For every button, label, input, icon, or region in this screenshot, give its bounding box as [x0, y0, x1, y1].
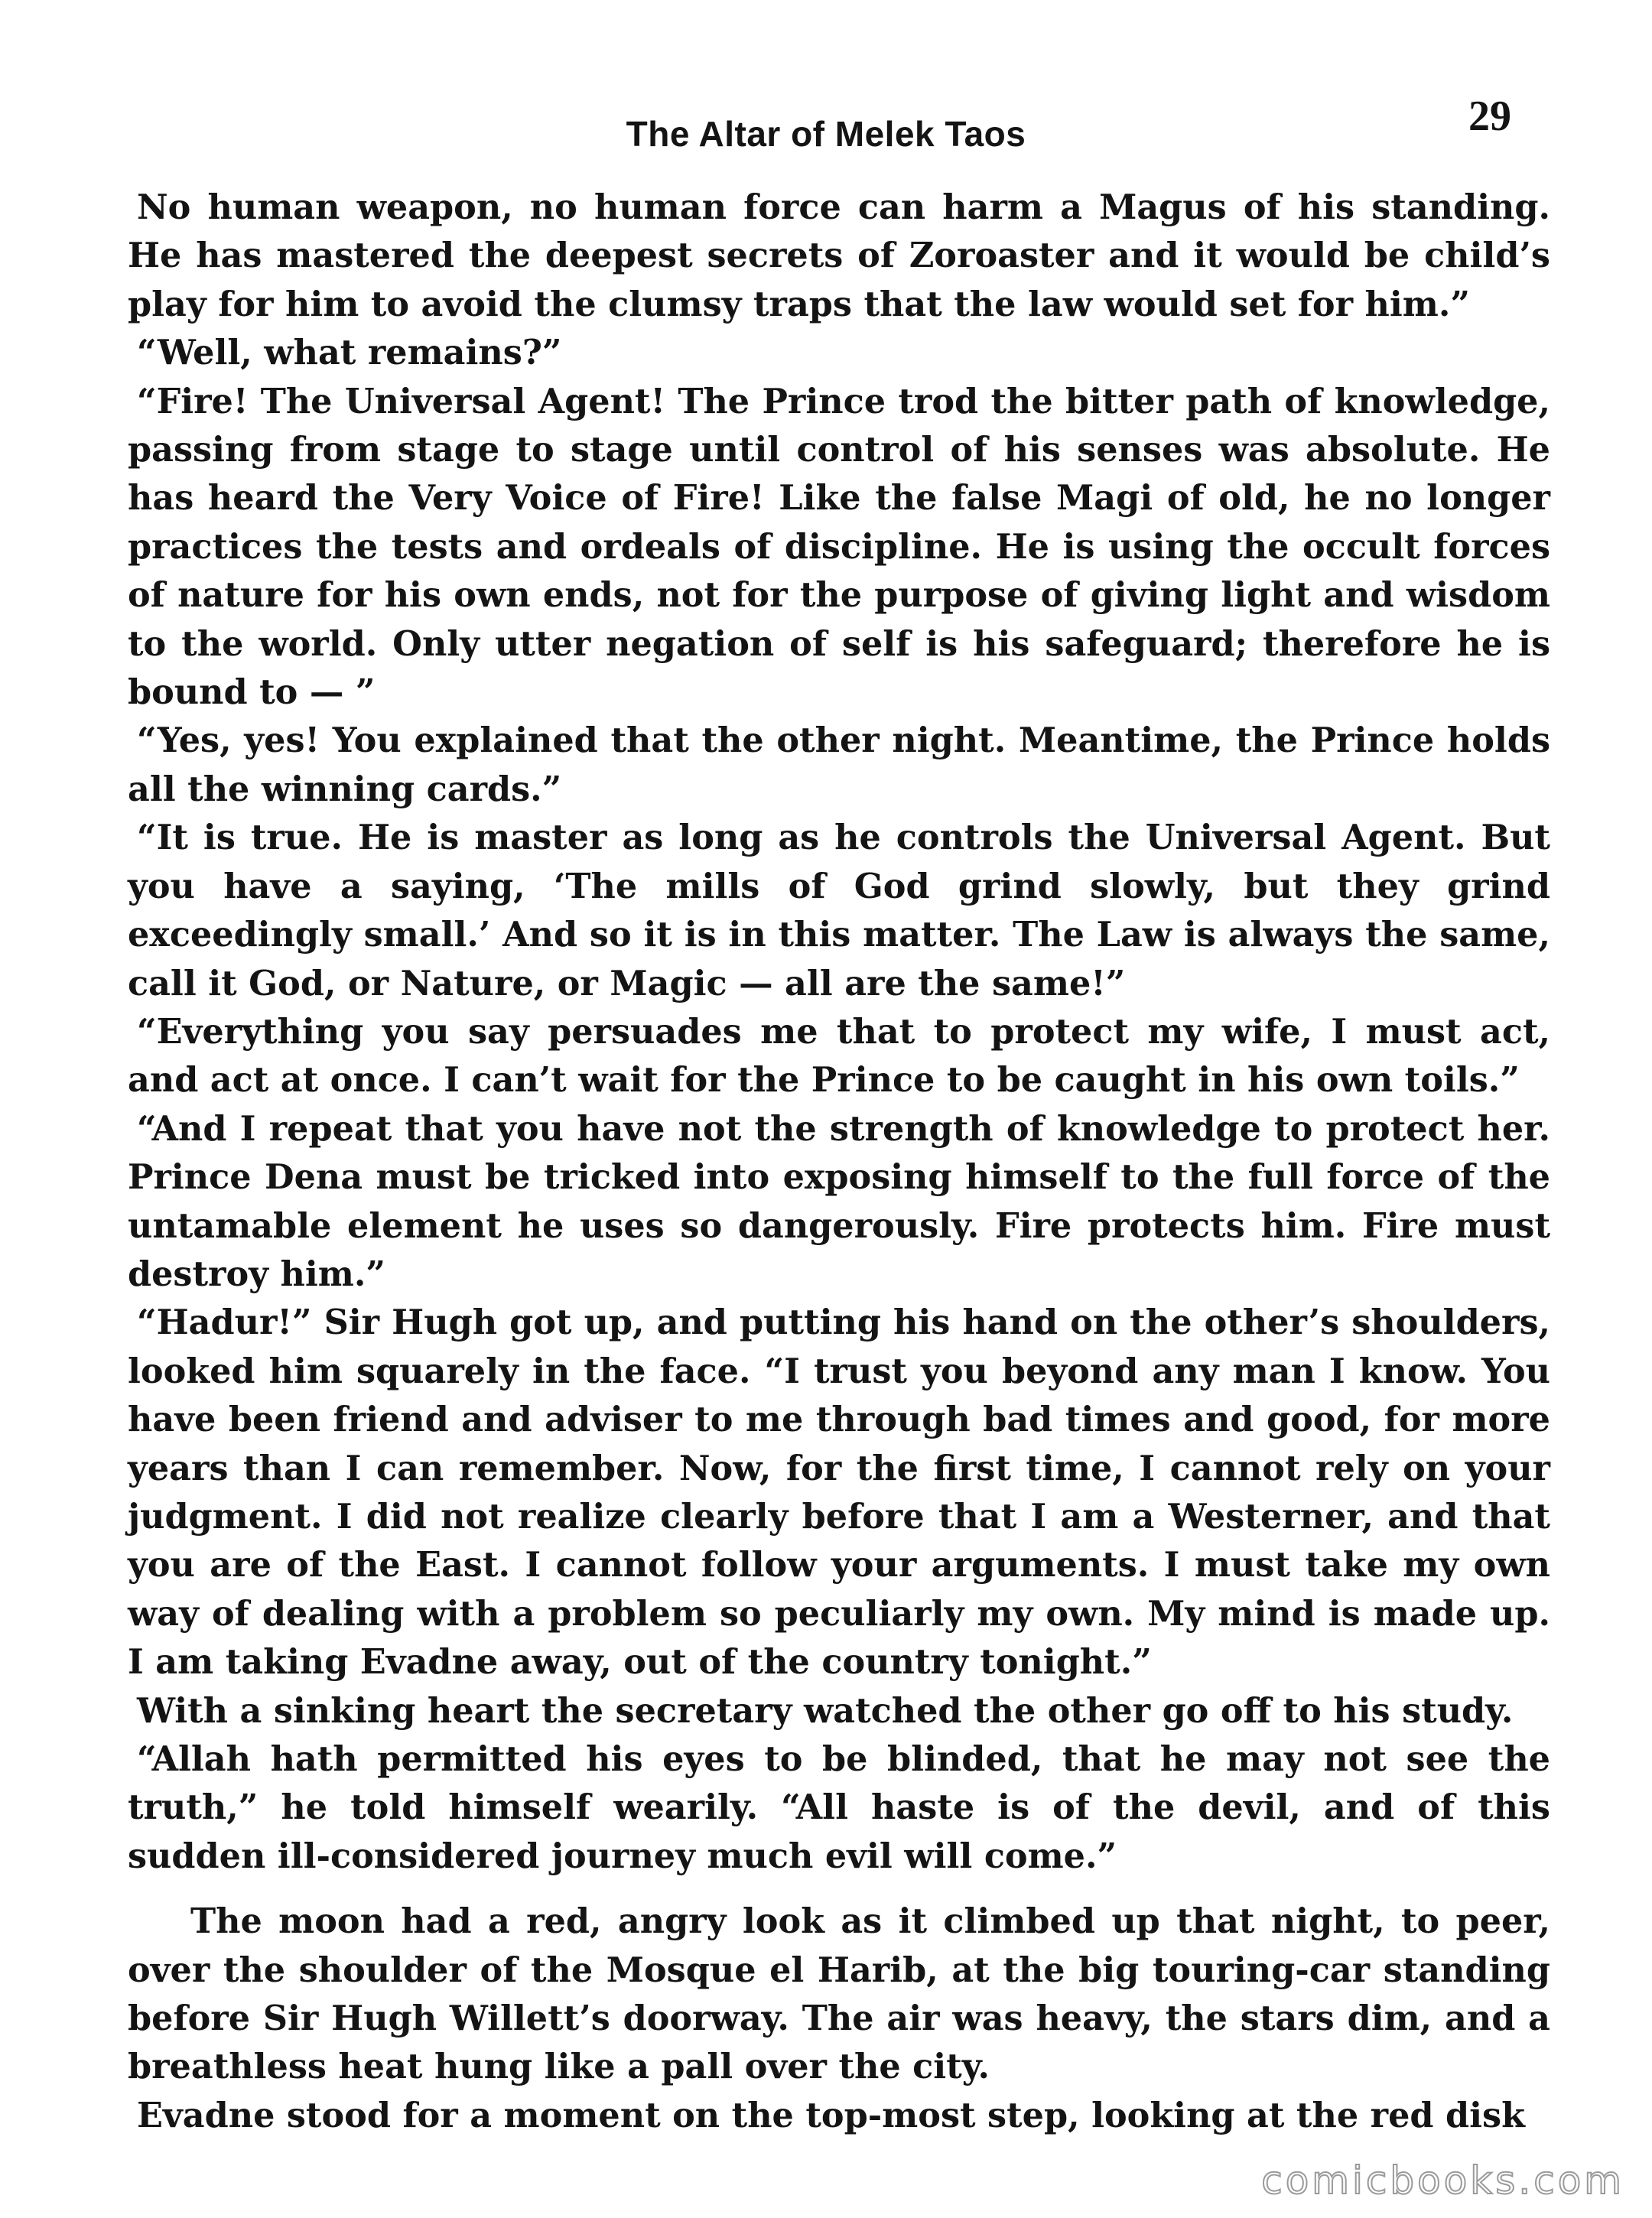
paragraph: With a sinking heart the secretary watched the other go off to his study.: [137, 1690, 1514, 1731]
paragraph: “Everything you say persuades me that to protect my wife, I must act, and act at once. I can’t wait for the Prince to be caught in his own toils.”: [128, 1011, 1550, 1101]
paragraph: “And I repeat that you have not the strength of knowledge to protect her. Prince Dena must be tricked into exposing himself to the full force of the untamable element he uses so dangerously. Fire protects him. Fire must destroy him.”: [128, 1108, 1550, 1294]
paragraph: No human weapon, no human force can harm a Magus of his standing. He has mastered the deepest secrets of Zoroaster and it would be child’s play for him to avoid the clumsy traps that the law would set for him.”: [128, 187, 1550, 324]
paragraph: “Yes, yes! You explained that the other night. Meantime, the Prince holds all the winning cards.”: [128, 720, 1550, 809]
paragraph: “Allah hath permitted his eyes to be blinded, that he may not see the truth,” he told himself wearily. “All haste is of the devil, and of this sudden ill-considered journey much evil will come.”: [128, 1739, 1550, 1876]
paragraph: “Hadur!” Sir Hugh got up, and putting his hand on the other’s shoulders, looked him squarely in the face. “I trust you beyond any man I know. You have been friend and adviser to me through bad times and good, for more years than I can remember. Now, for the first time, I cannot rely on your judgment. I did not realize clearly before that I am a Westerner, and that you are of the East. I cannot follow your arguments. I must take my own way of dealing with a problem so peculiarly my own. My mind is made up. I am taking Evadne away, out of the country tonight.”: [128, 1303, 1550, 1683]
paragraph: “Well, what remains?”: [137, 333, 562, 373]
page-header: [0, 93, 1652, 167]
running-title: The Altar of Melek Taos: [626, 114, 1026, 154]
watermark: comicbooks.com: [1261, 2158, 1624, 2203]
paragraph: “Fire! The Universal Agent! The Prince trod the bitter path of knowledge, passing from stage to stage until control of his senses was absolute. He has heard the Very Voice of Fire! Like the false Magi of old, he no longer practices the tests and ordeals of discipline. He is using the occult forces of nature for his own ends, not for the purpose of giving light and wisdom to the world. Only utter negation of self is his safeguard; therefore he is bound to — ”: [128, 381, 1550, 713]
paragraph: Evadne stood for a moment on the top-most step, looking at the red disk: [137, 2095, 1525, 2135]
paragraph: “It is true. He is master as long as he controls the Universal Agent. But you have a saying, ‘The mills of God grind slowly, but they grind exceedingly small.’ And so it is in this matter. The Law is always the same, call it God, or Nature, or Magic — all are the same!”: [128, 818, 1550, 1003]
body-text: [128, 184, 1550, 2140]
page-number: 29: [1468, 93, 1511, 140]
paragraph: The moon had a red, angry look as it climbed up that night, to peer, over the shoulder of the Mosque el Harib, at the big touring-car standing before Sir Hugh Willett’s doorway. The air was heavy, the stars dim, and a breathless heat hung like a pall over the city.: [128, 1901, 1550, 2087]
